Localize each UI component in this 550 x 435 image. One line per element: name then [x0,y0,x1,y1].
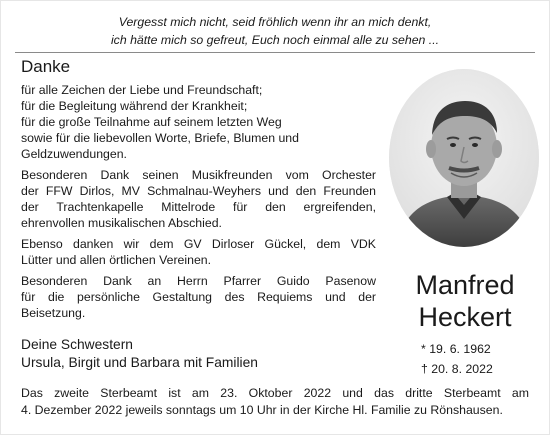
last-name: Heckert [418,302,512,332]
text-line: Besonderen Dank an Herrn Pfarrer Guido Pasenow [21,274,376,288]
portrait-photo [389,69,539,247]
signature-block [21,336,258,372]
heading-danke: Danke [21,57,71,76]
first-name: Manfred [415,270,515,300]
death-date: † 20. 8. 2022 [421,362,493,376]
text-line: sowie für die liebevollen Worte, Briefe, Blumen und [21,131,299,145]
memorial-quote [21,13,529,49]
signature-line-2: Ursula, Birgit und Barbara mit Familien [21,355,258,370]
text-line: für alle Zeichen der Liebe und Freundschaft; [21,83,263,97]
signature-line-1: Deine Schwestern [21,337,133,352]
thanks-paragraph-2 [21,167,376,231]
text-line: Lütter und allen örtlichen Vereinen. [21,253,212,267]
thanks-paragraph-4 [21,273,376,321]
text-line: ehrenvollen musikalischen Abschied. [21,216,222,230]
text-line: Beisetzung. [21,306,86,320]
memorial-service-note [21,385,529,419]
text-line: Ebenso danken wir dem GV Dirloser Gückel, dem VDK [21,237,376,251]
text-line: der FFW Dirlos, MV Schmalnau-Weyhers und den Freunden [21,184,376,198]
text-line: Geldzuwendungen. [21,147,127,161]
text-line: Besonderen Dank seinen Musikfreunden vom Orchester [21,168,376,182]
text-line: der Trachtenkapelle Mittelrode für den ergreifenden, [21,200,376,214]
footer-line-1: Das zweite Sterbeamt ist am 23. Oktober 2022 und das dritte Sterbeamt am [21,386,529,400]
thanks-paragraph-3 [21,236,376,268]
thanks-paragraph-1 [21,82,376,162]
thanks-text [21,82,376,326]
text-line: für die große Teilnahme auf seinem letzten Weg [21,115,282,129]
text-line: für die Begleitung während der Krankheit; [21,99,248,113]
divider-line [15,52,535,53]
quote-line-1: Vergesst mich nicht, seid fröhlich wenn ihr an mich denkt, [118,15,432,29]
footer-line-2: 4. Dezember 2022 jeweils sonntags um 10 Uhr in der Kirche Hl. Familie zu Rönshausen. [21,403,503,417]
portrait-image [389,69,539,247]
life-dates [421,339,493,379]
quote-line-2: ich hätte mich so gefreut, Euch noch einmal alle zu sehen ... [110,33,440,47]
birth-date: * 19. 6. 1962 [421,342,491,356]
deceased-name [389,269,541,333]
text-line: für die persönliche Gestaltung des Requiems und der [21,290,376,304]
